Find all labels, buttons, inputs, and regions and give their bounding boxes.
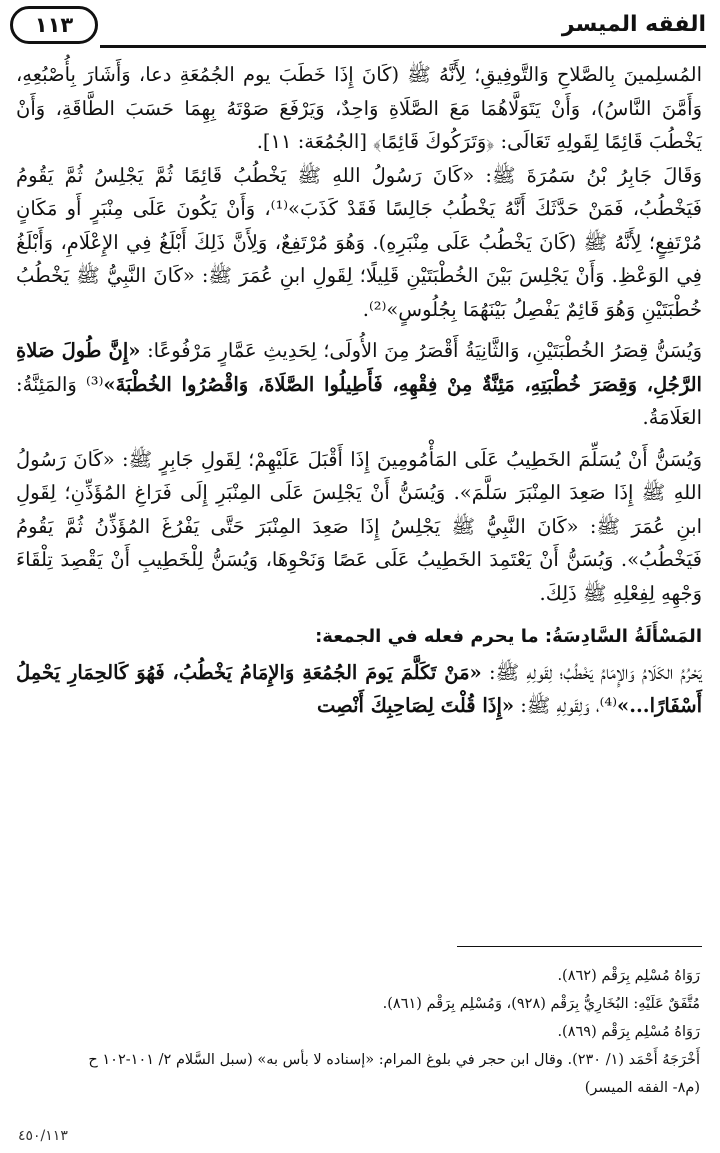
signature-line: (م٨- الفقه الميسر): [584, 1080, 700, 1096]
paragraph-5-mid: ⁽⁴⁾، وَلِقَولِهِ ﷺ:: [514, 694, 618, 717]
paragraph-3-text: وَيُسَنُّ قِصَرُ الخُطْبَتَيْنِ، وَالثَّانِيَةُ أَقْصَرُ مِنَ الأُولَى؛ لِحَدِيثِ عَمَّارٍ مَرْفُوعًا:: [140, 339, 702, 362]
handwritten-page-ref: ٤٥٠/١١٣: [18, 1128, 68, 1144]
paragraph-5-text: يَحْرُمُ الكَلَامُ وَالإِمَامُ يَخْطُبُ؛ لِقَولِهِ ﷺ:: [481, 660, 703, 684]
paragraph-1: المُسلِمينَ بِالصَّلاحِ وَالتَّوفِيقِ؛ لِأَنَّهُ ﷺ (كَانَ إِذَا خَطَبَ يوم الجُمُعَةِ دعا، وَأَشَارَ بِأُصْبُعِهِ، وَأَمَّنَ النَّاسُ)، وَأَنْ يَتَوَلَّاهُمَا مَعَ الصَّلَاةِ وَاحِدٌ، وَيَرْفَعَ صَوْتَهُ بِهِمَا حَسَبَ الطَّاقَةِ، وَأَنْ يَخْطُبَ قَائِمًا لِقَولِهِ تَعَالَى: ﴿وَتَرَكُوكَ قَائِمًا﴾ [الجُمُعَة: ١١].: [16, 63, 702, 153]
header-rule: [100, 45, 706, 48]
paragraph-3-tail: ⁽³⁾ وَالمَئِنَّةُ: العَلَامَةُ.: [16, 372, 702, 429]
page-header: [10, 4, 706, 48]
footnote-4: أَخْرَجَهُ أَحْمَد (١/ ٢٣٠). وقال ابن حجر في بلوغ المرام: «إسناده لا بأس به» (سبل السَّلام ٢/ ١٠١-١٠٢ ح: [88, 1052, 700, 1068]
hadith-quote-ansit: «إِذَا قُلْتَ لِصَاحِبِكَ أَنْصِت: [317, 694, 515, 717]
main-text: [16, 58, 702, 723]
paragraph-2: وَقَالَ جَابِرُ بْنُ سَمُرَةَ ﷺ: «كَانَ رَسُولُ اللهِ ﷺ يَخْطُبُ قَائِمًا ثُمَّ يَجْلِسُ ثُمَّ يَقُومُ فَيَخْطُبُ، فَمَنْ حَدَّثَكَ أَنَّهُ يَخْطُبُ جَالِسًا فَقَدْ كَذَبَ»⁽¹⁾، وَأَنْ يَكُونَ عَلَى مِنْبَرٍ أَو مَكَانٍ مُرْتَفِعٍ؛ لِأَنَّهُ ﷺ (كَانَ يَخْطُبُ عَلَى مِنْبَرِهِ). وَهُوَ مُرْتَفِعٌ، وَلِأَنَّ ذَلِكَ أَبْلَغُ فِي الإِعْلَامِ، وَأَبْلَغُ فِي الوَعْظِ. وَأَنْ يَجْلِسَ بَيْنَ الخُطْبَتَيْنِ قَلِيلًا؛ لِقَولِ ابنِ عُمَرَ ﷺ: «كَانَ النَّبِيُّ ﷺ يَخْطُبُ خُطْبَتَيْنِ وَهُوَ قَائِمٌ يَفْصِلُ بَيْنَهُمَا بِجُلُوسٍ»⁽²⁾.: [16, 163, 702, 321]
paragraph-4: وَيُسَنُّ أَنْ يُسَلِّمَ الخَطِيبُ عَلَى المَأْمُومِينَ إِذَا أَقْبَلَ عَلَيْهِمْ؛ لِقَولِ جَابِرٍ ﷺ: «كَانَ رَسُولُ اللهِ ﷺ إِذَا صَعِدَ المِنْبَرَ سَلَّمَ». وَيُسَنُّ أَنْ يَجْلِسَ عَلَى المِنْبَرِ إِلَى فَرَاغِ المُؤَذِّنِ؛ لِقَولِ ابنِ عُمَرَ ﷺ: «كَانَ النَّبِيُّ ﷺ يَجْلِسُ إِذَا صَعِدَ المِنْبَرَ حَتَّى يَفْرُغَ المُؤَذِّنُ ثُمَّ يَقُومُ فَيَخْطُبُ». وَيُسَنُّ أَنْ يَعْتَمِدَ الخَطِيبُ عَلَى عَصًا وَنَحْوِهَا، وَيُسَنُّ لِلْخَطِيبِ أَنْ يَقْصِدَ تِلْقَاءَ وَجْهِهِ لِفِعْلِهِ ﷺ ذَلِكَ.: [16, 447, 702, 605]
paragraph-5: [16, 656, 702, 723]
paragraph-3: [16, 334, 702, 435]
hadith-quote-ammar: «إِنَّ طُولَ صَلاةِ الرَّجُلِ، وَقِصَرَ خُطْبَتِهِ، مَئِنَّةٌ مِنْ فِقْهِهِ، فَأَطِيلُوا الصَّلَاةَ، وَاقْصُرُوا الخُطْبَةَ»: [16, 339, 702, 396]
page-number-badge: ١١٣: [10, 6, 98, 44]
book-title: الفقه الميسر: [561, 12, 706, 37]
footnotes: [20, 962, 700, 1102]
footnote-rule: [457, 946, 702, 947]
section-heading: المَسْأَلَةُ السَّادِسَةُ: ما يحرم فعله في الجمعة:: [315, 626, 702, 647]
footnote-2: مُتَّفَقٌ عَلَيْهِ: البُخَارِيُّ بِرَقْم (٩٢٨)، وَمُسْلِم بِرَقْم (٨٦١).: [382, 996, 700, 1012]
footnote-3: رَوَاهُ مُسْلِم بِرَقْم (٨٦٩).: [557, 1024, 700, 1040]
footnote-1: رَوَاهُ مُسْلِم بِرَقْم (٨٦٢).: [557, 968, 700, 984]
hadith-quote-talking: «مَنْ تَكَلَّمَ يَومَ الجُمُعَةِ وَالإِمَامُ يَخْطُبُ، فَهُوَ كَالحِمَارِ يَحْمِلُ أَسْفَارًا...»: [16, 660, 702, 717]
